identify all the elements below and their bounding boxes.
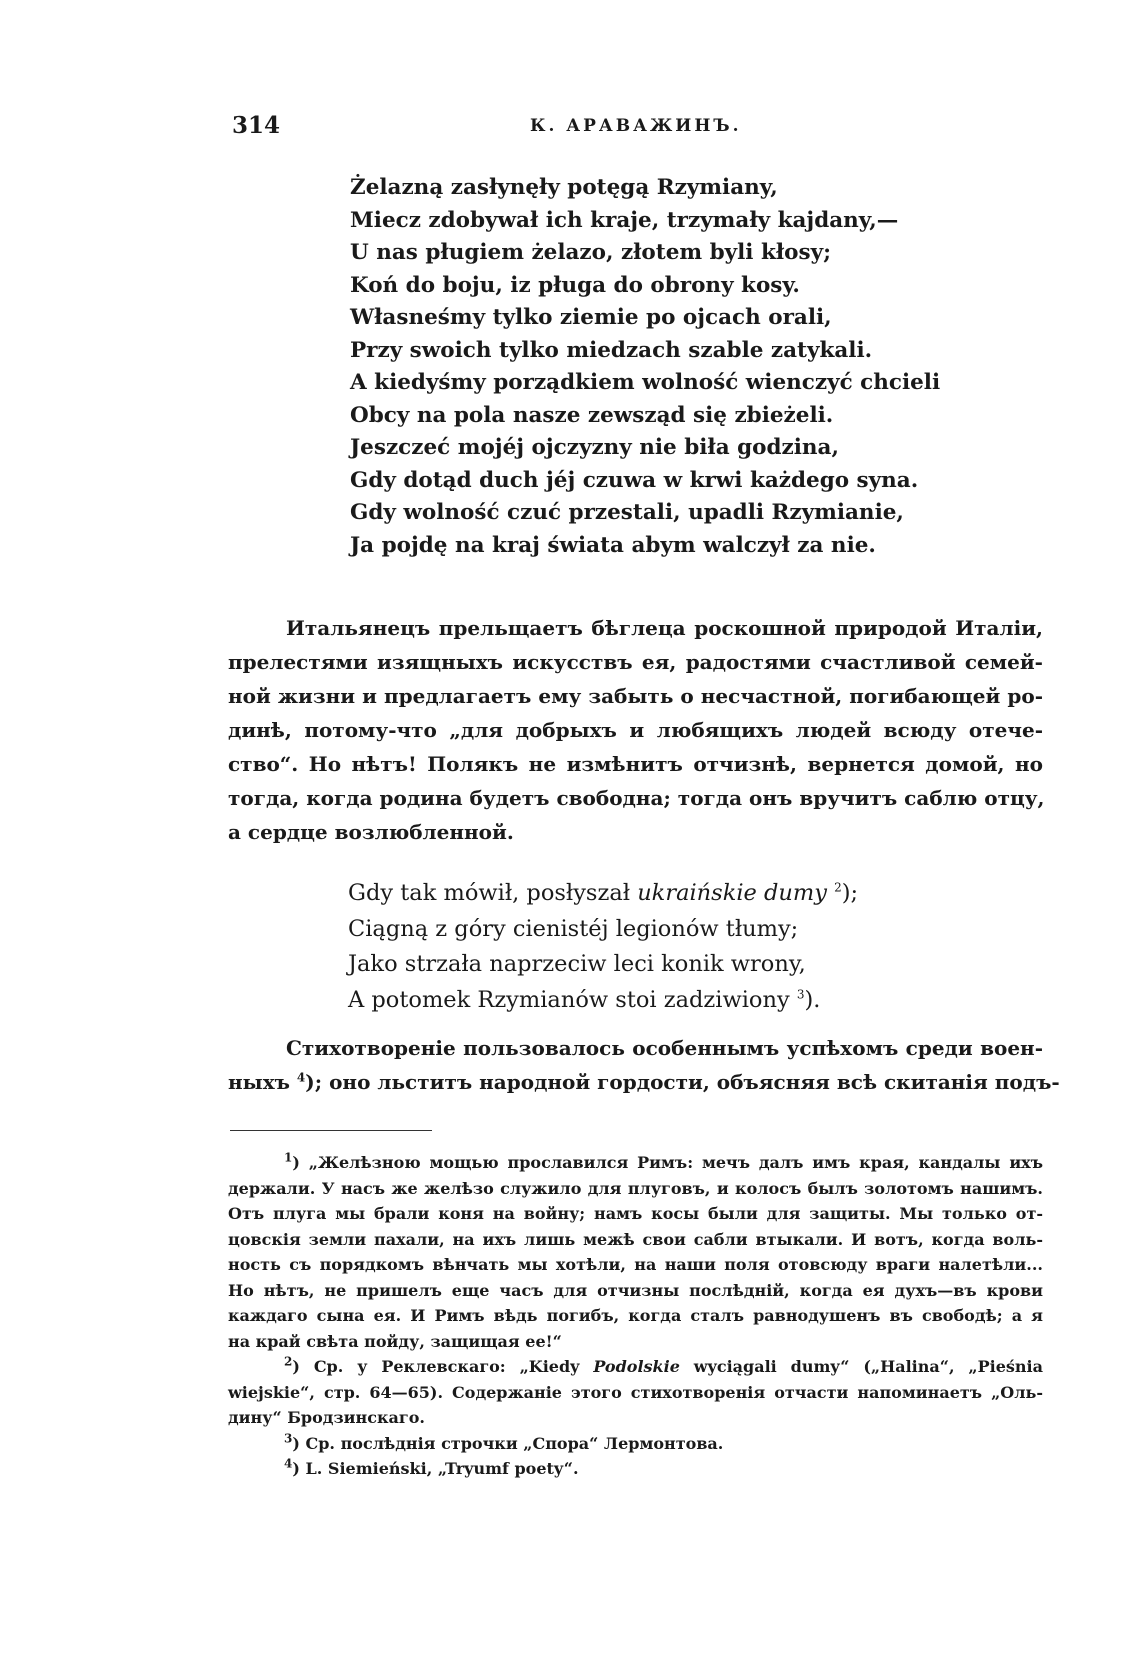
footnote-text: ) Ср. у Реклевскаго: „Kiedy [292, 1357, 594, 1376]
footnote-2-line: дину“ Бродзинскаго. [228, 1408, 425, 1427]
footnote-1-line: каждаго сына ея. И Римъ вѣдь погибъ, когда сталъ равнодушенъ въ свободѣ; а я [228, 1306, 1043, 1325]
verse-line: Jako strzała naprzeciw leci konik wrony, [348, 951, 806, 977]
page-number: 314 [232, 112, 281, 139]
prose-text: ); оно льститъ народной гордости, объясняя всѣ скитанія подъ- [305, 1070, 1060, 1094]
verse-line: Koń do boju, iz pługa do obrony kosy. [350, 272, 800, 298]
footnote-marker: 3 [284, 1431, 293, 1446]
verse-line: Gdy wolność czuć przestali, upadli Rzymianie, [350, 500, 904, 525]
footnote-marker: 1 [284, 1150, 293, 1165]
footnote-4-line [228, 1456, 1043, 1482]
prose-paragraph-italian [228, 611, 1043, 849]
polish-verse-stanza-2 [348, 876, 858, 1018]
verse-line: Gdy dotąd duch jéj czuwa w krwi każdego syna. [350, 467, 919, 493]
verse-text: ); [841, 880, 859, 906]
prose-line [228, 1065, 1060, 1099]
verse-line [348, 876, 858, 912]
verse-line: A kiedyśmy porządkiem wolność wienczyć chcieli [350, 370, 941, 395]
verse-line: Obcy na pola nasze zewsząd się zbieżeli. [350, 402, 834, 428]
verse-line: Przy swoich tylko miedzach szable zatykali. [350, 337, 873, 363]
verse-line: Jeszczeć mojéj ojczyzny nie biła godzina, [350, 435, 839, 460]
footnote-ref: 3 [796, 987, 805, 1001]
footnote-1-line: держали. У насъ же желѣзо служило для плуговъ, и колосъ былъ золотомъ нашимъ. [228, 1178, 1043, 1198]
footnote-1-line: Но нѣтъ, не пришелъ еще часъ для отчизны послѣдній, когда ея духъ—въ крови [228, 1280, 1043, 1300]
verse-line: Żelazną zasłynęły potęgą Rzymiany, [350, 175, 778, 200]
footnote-3-line [228, 1431, 1043, 1457]
footnote-1-line: ность съ порядкомъ вѣнчать мы хотѣли, на наши поля отовсюду враги налетѣли... [228, 1255, 1043, 1274]
verse-text: ). [804, 986, 821, 1013]
footnote-text: ) Ср. послѣднія строчки „Спора“ Лермонтова. [292, 1433, 724, 1453]
prose-line: тогда, когда родина будетъ свободна; тогда онъ вручитъ саблю отцу, [228, 786, 1045, 810]
prose-line: Стихотвореніе пользовалось особеннымъ успѣхомъ среди воен- [286, 1036, 1043, 1060]
polish-verse-stanza [350, 172, 940, 562]
prose-line: динѣ, потому-что „для добрыхъ и любящихъ людей всюду отече- [228, 718, 1043, 742]
footnote-1-line: цовскія земли пахали, на ихъ лишь межѣ свои сабли втыкали. И вотъ, когда воль- [228, 1229, 1043, 1249]
verse-line: U nas pługiem żelazo, złotem byli kłosy; [350, 240, 831, 265]
footnote-text: ) „Желѣзною мощью прославился Римъ: мечъ далъ имъ края, кандалы ихъ [292, 1153, 1043, 1172]
prose-line: Итальянецъ прельщаетъ бѣглеца роскошной природой Италіи, [286, 616, 1043, 640]
verse-line: Własneśmy tylko ziemie po ojcach orali, [350, 305, 832, 330]
footnote-text: wyciągali dumy“ („Halina“, „Pieśnia [679, 1357, 1043, 1376]
footnote-italic: Podolskie [593, 1357, 680, 1376]
verse-line: Ciągną z góry cienistéj legionów tłumy; [348, 915, 799, 942]
footnote-1-line [228, 1150, 1043, 1176]
footnotes [228, 1150, 1043, 1482]
prose-paragraph-success [228, 1031, 1060, 1099]
prose-line: ство“. Но нѣтъ! Полякъ не измѣнитъ отчизнѣ, вернется домой, но [228, 752, 1043, 776]
footnote-1-line: на край свѣта пойду, защищая ее!“ [228, 1331, 562, 1351]
prose-line: ной жизни и предлагаетъ ему забыть о несчастной, погибающей ро- [228, 684, 1043, 708]
footnote-ref: 4 [296, 1070, 306, 1085]
footnote-2-line [228, 1354, 1043, 1380]
footnote-divider [230, 1130, 432, 1131]
verse-text: Gdy tak mówił, posłyszał [348, 880, 638, 906]
verse-line: Miecz zdobywał ich kraje, trzymały kajdany,— [350, 207, 899, 233]
prose-text: ныхъ [228, 1070, 297, 1094]
footnote-text: ) L. Siemieński, „Tryumf poety“. [292, 1459, 579, 1478]
verse-line: Ja pojdę na kraj świata abym walczył za nie. [350, 532, 876, 558]
footnote-2-line: wiejskie“, стр. 64—65). Содержаніе этого стихотворенія отчасти напоминаетъ „Оль- [228, 1382, 1043, 1402]
footnote-marker: 2 [284, 1354, 293, 1369]
verse-italic: ukraińskie dumy [637, 880, 827, 906]
verse-line [348, 983, 858, 1019]
footnote-1-line: Отъ плуга мы брали коня на войну; намъ косы были для защиты. Мы только от- [228, 1204, 1043, 1223]
running-head: К. АРАВАЖИНЪ. [530, 116, 742, 136]
footnote-marker: 4 [284, 1456, 293, 1471]
footnote-ref: 2 [834, 880, 842, 895]
prose-line: а сердце возлюбленной. [228, 820, 514, 844]
page-header [232, 112, 1052, 142]
verse-text: A potomek Rzymianów stoi zadziwiony [348, 986, 797, 1013]
prose-line: прелестями изящныхъ искусствъ ея, радостями счастливой семей- [228, 650, 1043, 674]
